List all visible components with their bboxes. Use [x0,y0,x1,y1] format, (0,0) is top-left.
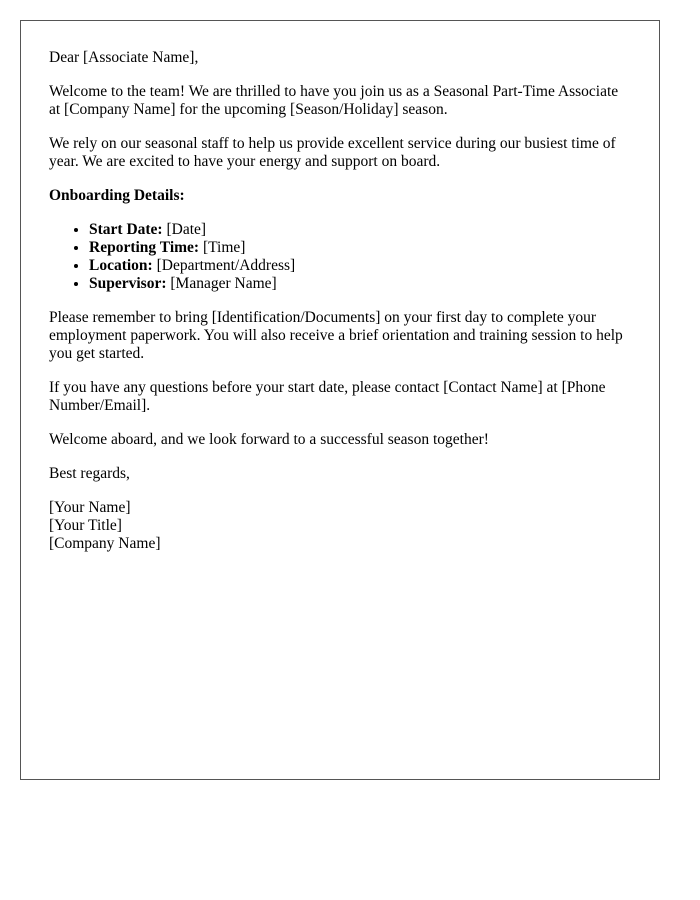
detail-label: Supervisor: [89,275,167,292]
detail-value: [Manager Name] [170,275,277,292]
signature-title: [Your Title] [49,517,122,534]
onboarding-details-heading: Onboarding Details: [49,187,185,204]
intro-paragraph: Welcome to the team! We are thrilled to have you join us as a Seasonal Part-Time Associate at [Company Name] for the upcoming [Season/Holiday] season. [49,83,619,118]
seasonal-staff-paragraph: We rely on our seasonal staff to help us provide excellent service during our busiest time of year. We are excited to have your energy and support on board. [49,135,616,170]
detail-reporting-time [89,239,631,257]
detail-label: Location: [89,257,153,274]
detail-location [89,257,631,275]
paperwork-paragraph: Please remember to bring [Identification/Documents] on your first day to complete your employment paperwork. You will also receive a brief orientation and training session to help you get started. [49,309,623,362]
questions-paragraph: If you have any questions before your start date, please contact [Contact Name] at [Phone Number/Email]. [49,379,606,414]
signature-block [49,499,631,553]
detail-supervisor [89,275,631,293]
signature-company: [Company Name] [49,535,161,552]
detail-value: [Time] [202,239,246,256]
detail-start-date [89,221,631,239]
closing: Best regards, [49,465,130,482]
welcome-aboard-paragraph: Welcome aboard, and we look forward to a successful season together! [49,431,489,448]
detail-value: [Department/Address] [156,257,296,274]
detail-value: [Date] [166,221,207,238]
salutation: Dear [Associate Name], [49,49,199,66]
signature-name: [Your Name] [49,499,131,516]
detail-label: Start Date: [89,221,163,238]
detail-label: Reporting Time: [89,239,200,256]
letter-page [20,20,660,780]
onboarding-details-list [49,221,631,293]
